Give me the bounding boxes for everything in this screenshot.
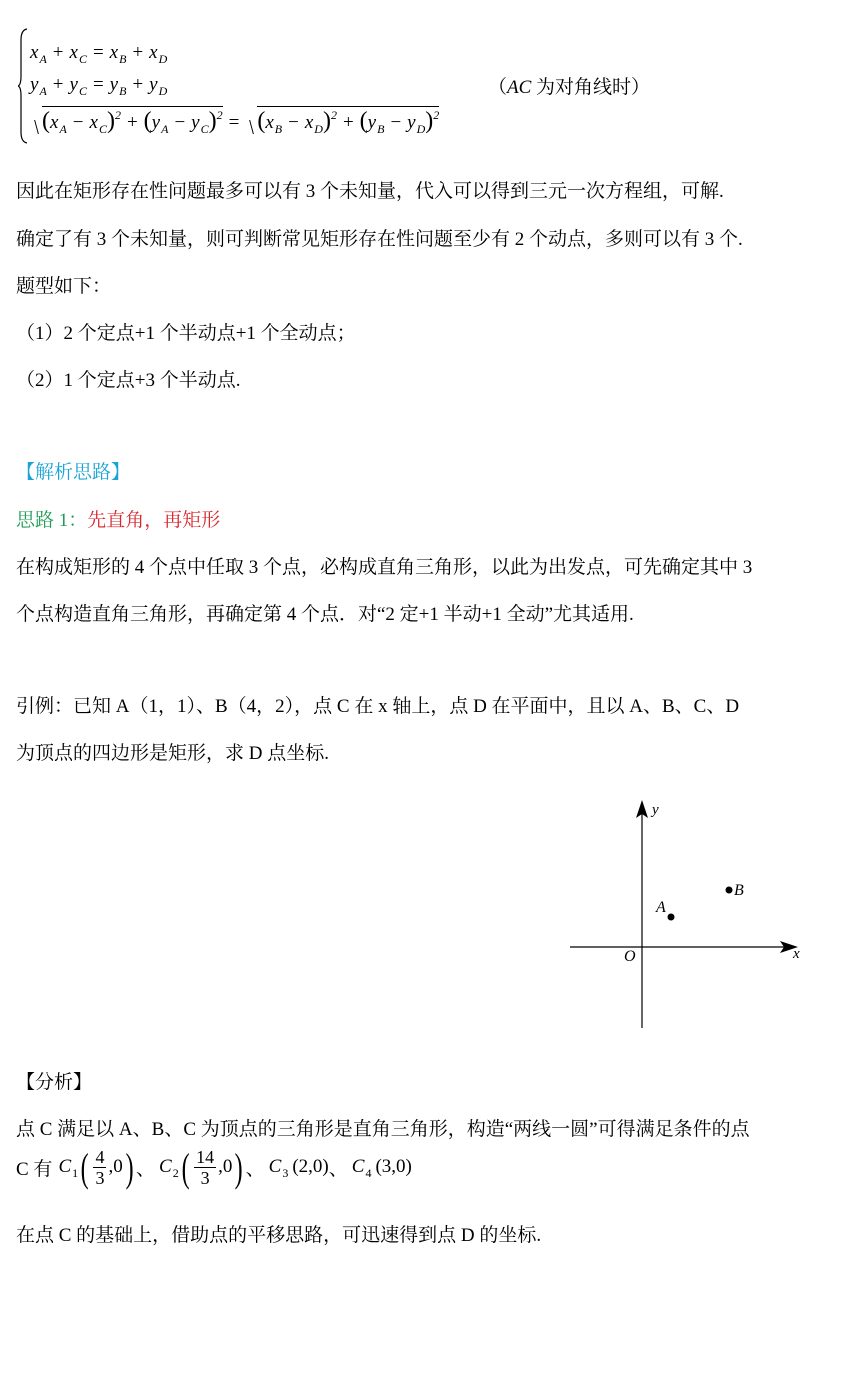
left-brace-icon (18, 28, 28, 144)
list-item-type-1: （1）2 个定点+1 个半动点+1 个全动点； (16, 323, 356, 344)
y-axis-label: y (652, 802, 659, 818)
solution-line-1: 点 C 满足以 A、B、C 为顶点的三角形是直角三角形，构造“两线一圆”可得满足条件的点 (16, 1119, 750, 1140)
x-axis-label: x (793, 946, 800, 962)
section-heading-analysis: 【分析】 (16, 1072, 93, 1093)
paragraph-question-types: 题型如下： (16, 276, 112, 297)
equation-line-distance: $(x_A - x_C)^2 + (y_A - y_C)^2 = (x_B - x_D)^2 + (y_B - y_D)^2$ (30, 106, 439, 135)
solution-line-3: 在点 C 的基础上，借助点的平移思路，可迅速得到点 D 的坐标. (16, 1225, 542, 1246)
point-a-label: A (656, 899, 666, 916)
diagonal-note: （AC 为对角线时） (488, 77, 651, 98)
idea-title: 先直角，再矩形 (87, 510, 221, 531)
point-b-label: B (734, 882, 744, 899)
idea-body-line-2: 个点构造直角三角形，再确定第 4 个点．对“2 定+1 半动+1 全动”尤其适用. (16, 604, 634, 625)
solution-c-points: C 有 C 1 ( $\frac{4}{3}$ , 0 ) 、 C 2 ( $\frac{14}{3}$ , 0 ) 、 C 3 (2,0) 、 C 4 (3,0) (16, 1144, 412, 1190)
example-line-1: 引例：已知 A（1，1）、B（4，2），点 C 在 x 轴上，点 D 在平面中，且以 A、B、C、D (16, 696, 740, 717)
idea-1-heading (16, 505, 220, 532)
coordinate-figure (560, 790, 810, 1035)
point-a-dot (668, 914, 675, 921)
paragraph-unknowns: 因此在矩形存在性问题最多可以有 3 个未知量，代入可以得到三元一次方程组，可解. (16, 181, 724, 202)
paragraph-moving-points: 确定了有 3 个未知量，则可判断常见矩形存在性问题至少有 2 个动点，多则可以有 3 个. (16, 229, 743, 250)
example-line-2: 为顶点的四边形是矩形，求 D 点坐标. (16, 743, 329, 764)
equation-line-y: $y_A + y_C = y_B + y_D$ (30, 74, 168, 98)
equation-line-x: $x_A + x_C = x_B + x_D$ (30, 42, 168, 66)
origin-label: O (624, 948, 636, 965)
section-heading-analysis-idea: 【解析思路】 (16, 462, 131, 483)
idea-body-line-1: 在构成矩形的 4 个点中任取 3 个点，必构成直角三角形，以此为出发点，可先确定其中 3 (16, 557, 753, 578)
list-item-type-2: （2）1 个定点+3 个半动点. (16, 370, 241, 391)
point-b-dot (726, 887, 733, 894)
idea-label: 思路 1： (16, 510, 88, 531)
